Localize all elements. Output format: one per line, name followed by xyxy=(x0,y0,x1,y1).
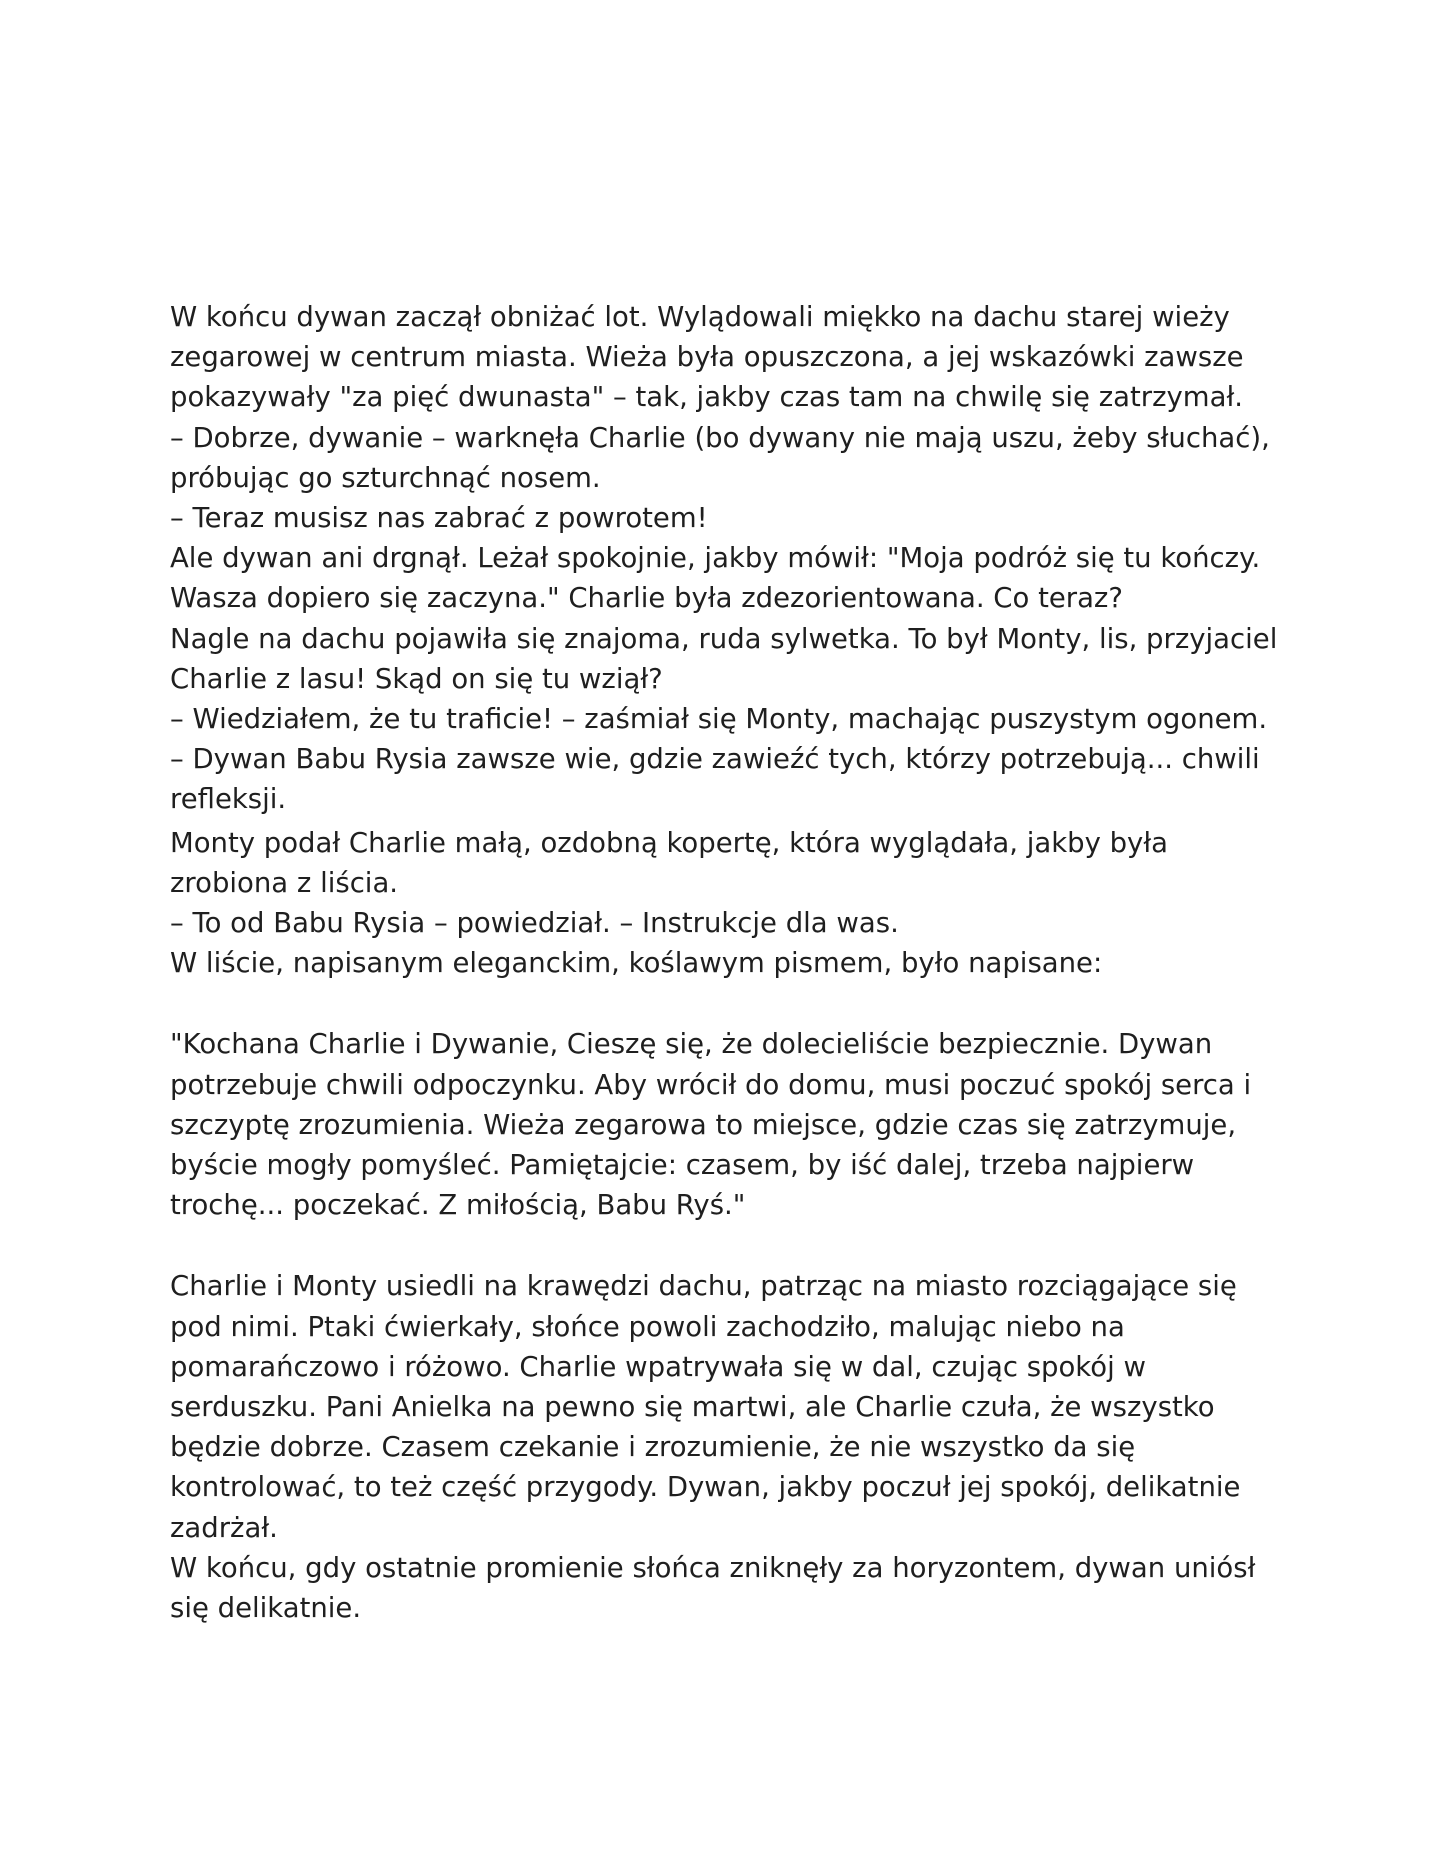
text-line: pod nimi. Ptaki ćwierkały, słońce powoli zachodziło, malując niebo na xyxy=(170,1310,1125,1343)
paragraph-spacer xyxy=(170,1225,1300,1266)
text-line: Monty podał Charlie małą, ozdobną kopertę, która wyglądała, jakby była xyxy=(170,826,1168,859)
paragraph-envelope xyxy=(170,823,1300,984)
text-line: pokazywały "za pięć dwunasta" – tak, jakby czas tam na chwilę się zatrzymał. xyxy=(170,381,1243,414)
text-line: serduszku. Pani Anielka na pewno się martwi, ale Charlie czuła, że wszystko xyxy=(170,1391,1215,1424)
text-line: Charlie i Monty usiedli na krawędzi dachu, patrząc na miasto rozciągające się xyxy=(170,1270,1237,1303)
text-line: – To od Babu Rysia – powiedział. – Instrukcje dla was. xyxy=(170,907,899,940)
text-line: – Teraz musisz nas zabrać z powrotem! xyxy=(170,502,708,535)
text-line: będzie dobrze. Czasem czekanie i zrozumienie, że nie wszystko da się xyxy=(170,1431,1136,1464)
text-line: – Dobrze, dywanie – warknęła Charlie (bo dywany nie mają uszu, żeby słuchać), xyxy=(170,421,1270,454)
text-line: pomarańczowo i różowo. Charlie wpatrywała się w dal, czując spokój w xyxy=(170,1350,1146,1383)
text-line: zrobiona z liścia. xyxy=(170,866,399,899)
text-line: Charlie z lasu! Skąd on się tu wziął? xyxy=(170,662,663,695)
paragraph-letter xyxy=(170,1024,1300,1225)
text-line: Nagle na dachu pojawiła się znajoma, ruda sylwetka. To był Monty, lis, przyjaciel xyxy=(170,622,1278,655)
text-line: szczyptę zrozumienia. Wieża zegarowa to miejsce, gdzie czas się zatrzymuje, xyxy=(170,1108,1237,1141)
paragraph-sunset xyxy=(170,1266,1300,1628)
text-line: trochę... poczekać. Z miłością, Babu Ryś." xyxy=(170,1189,746,1222)
text-line: próbując go szturchnąć nosem. xyxy=(170,461,601,494)
text-line: W końcu dywan zaczął obniżać lot. Wylądowali miękko na dachu starej wieży xyxy=(170,301,1230,333)
text-line: refleksji. xyxy=(170,783,287,816)
text-line: – Wiedziałem, że tu traficie! – zaśmiał się Monty, machając puszystym ogonem. xyxy=(170,703,1268,736)
text-line: kontrolować, to też część przygody. Dywan, jakby poczuł jej spokój, delikatnie xyxy=(170,1471,1241,1504)
story-text xyxy=(170,297,1300,1628)
paragraph-spacer xyxy=(170,983,1300,1024)
text-line: zadrżał. xyxy=(170,1511,278,1544)
text-line: "Kochana Charlie i Dywanie, Cieszę się, że dolecieliście bezpiecznie. Dywan xyxy=(170,1028,1213,1061)
text-line: zegarowej w centrum miasta. Wieża była opuszczona, a jej wskazówki zawsze xyxy=(170,341,1244,374)
text-line: potrzebuje chwili odpoczynku. Aby wrócił do domu, musi poczuć spokój serca i xyxy=(170,1068,1252,1101)
text-line: W liście, napisanym eleganckim, koślawym pismem, było napisane: xyxy=(170,947,1103,980)
paragraph-landing xyxy=(170,297,1300,820)
text-line: – Dywan Babu Rysia zawsze wie, gdzie zawieźć tych, którzy potrzebują... chwili xyxy=(170,743,1260,776)
text-line: się delikatnie. xyxy=(170,1592,362,1625)
text-line: Ale dywan ani drgnął. Leżał spokojnie, jakby mówił: "Moja podróż się tu kończy. xyxy=(170,542,1261,575)
text-line: Wasza dopiero się zaczyna." Charlie była zdezorientowana. Co teraz? xyxy=(170,582,1123,615)
text-line: byście mogły pomyśleć. Pamiętajcie: czasem, by iść dalej, trzeba najpierw xyxy=(170,1149,1195,1182)
text-line: W końcu, gdy ostatnie promienie słońca zniknęły za horyzontem, dywan uniósł xyxy=(170,1551,1256,1584)
